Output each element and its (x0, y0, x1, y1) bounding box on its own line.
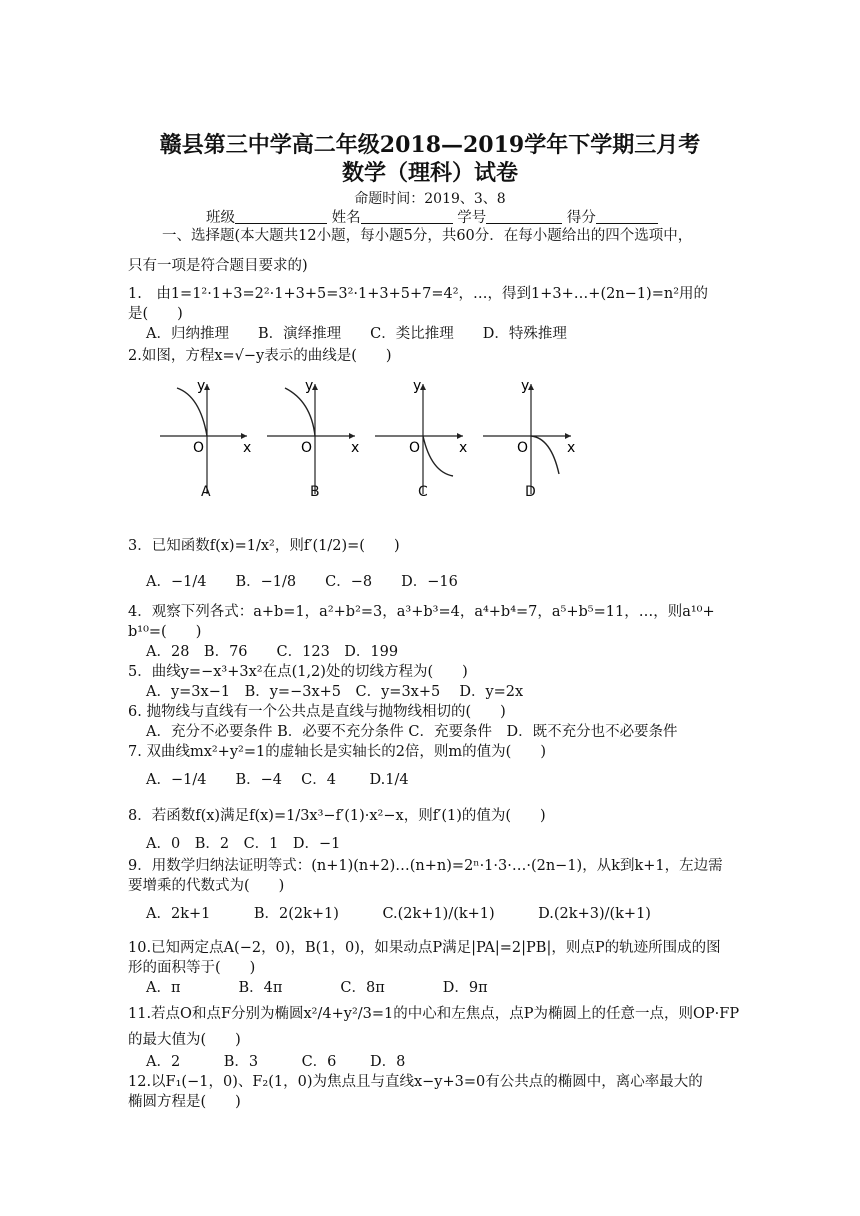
graph-b (267, 378, 359, 494)
score-blank[interactable] (596, 209, 658, 224)
q3-stem: 3．已知函数f(x)=1/x²，则f′(1/2)=( ) (128, 538, 400, 554)
graph-a-x-label: x (243, 440, 252, 456)
q4-line1: 4．观察下列各式：a+b=1，a²+b²=3，a³+b³=4，a⁴+b⁴=7，a⁵+b⁵=11，…，则a¹⁰+ (128, 604, 715, 620)
q12-line2: 椭圆方程是( ) (128, 1094, 241, 1110)
number-label: 学号 (457, 210, 487, 226)
q5-stem: 5．曲线y=−x³+3x²在点(1,2)处的切线方程为( ) (128, 664, 468, 680)
q1-line1: 1. 由1=1²·1+3=2²·1+3+5=3²·1+3+5+7=4²，…，得到1+3+…+(2n−1)=n²用的 (128, 286, 709, 302)
graph-c-label: C (418, 484, 428, 500)
q6-stem: 6. 抛物线与直线有一个公共点是直线与抛物线相切的( ) (128, 704, 506, 720)
graph-d-origin: O (517, 440, 529, 456)
q1-options: A．归纳推理 B．演绎推理 C．类比推理 D．特殊推理 (146, 326, 567, 342)
q10-options: A．π B．4π C．8π D．9π (146, 980, 488, 996)
q9-line1: 9．用数学归纳法证明等式：(n+1)(n+2)…(n+n)=2ⁿ·1·3·…·(2n−1)，从k到k+1，左边需 (128, 858, 723, 874)
student-info-fields (206, 206, 658, 227)
exam-date: 命题时间：2019、3、8 (354, 191, 506, 207)
q7-options: A．−1/4 B．−4 C．4 D.1/4 (146, 772, 409, 788)
q11-options: A．2 B．3 C．6 D．8 (146, 1054, 406, 1070)
graph-c-origin: O (409, 440, 421, 456)
q7-stem: 7. 双曲线mx²+y²=1的虚轴长是实轴长的2倍，则m的值为( ) (128, 744, 546, 760)
q4-options: A．28 B．76 C．123 D．199 (146, 644, 399, 660)
q5-options: A．y=3x−1 B．y=−3x+5 C．y=3x+5 D．y=2x (146, 684, 524, 700)
q1-line2: 是( ) (128, 306, 183, 322)
exam-subtitle: 数学（理科）试卷 (341, 160, 518, 186)
graph-b-y-label: y (305, 378, 314, 394)
graph-a (160, 378, 251, 494)
q3-options: A．−1/4 B．−1/8 C．−8 D．−16 (146, 574, 458, 590)
class-blank[interactable] (235, 209, 327, 224)
graph-c (375, 378, 467, 494)
q9-options: A．2k+1 B．2(2k+1) C.(2k+1)/(k+1) D.(2k+3)/(k+1) (146, 906, 651, 922)
graph-d (483, 378, 575, 494)
name-blank[interactable] (361, 209, 453, 224)
class-label: 班级 (206, 210, 235, 226)
q10-line1: 10.已知两定点A(−2，0)，B(1，0)，如果动点P满足|PA|=2|PB|，则点P的轨迹所围成的图 (128, 940, 721, 956)
q11-line2: 的最大值为( ) (128, 1032, 241, 1048)
graph-c-x-label: x (459, 440, 468, 456)
number-blank[interactable] (486, 209, 562, 224)
q12-line1: 12.以F₁(−1，0)、F₂(1，0)为焦点且与直线x−y+3=0有公共点的椭圆中，离心率最大的 (128, 1074, 703, 1090)
name-label: 姓名 (331, 210, 361, 226)
q8-stem: 8．若函数f(x)满足f(x)=1/3x³−f′(1)·x²−x，则f′(1)的值为( ) (128, 808, 546, 824)
section-intro-1: 一、选择题(本大题共12小题，每小题5分，共60分．在每小题给出的四个选项中， (162, 228, 693, 244)
graph-d-y-label: y (521, 378, 530, 394)
graph-a-label: A (201, 484, 211, 500)
score-label: 得分 (566, 210, 596, 226)
section-intro-2: 只有一项是符合题目要求的) (128, 258, 308, 274)
graph-b-x-label: x (351, 440, 360, 456)
graph-b-label: B (310, 484, 320, 500)
q6-options: A．充分不必要条件 B．必要不充分条件 C．充要条件 D．既不充分也不必要条件 (146, 724, 678, 740)
graph-d-label: D (525, 484, 536, 500)
graph-b-origin: O (301, 440, 313, 456)
q10-line2: 形的面积等于( ) (128, 960, 256, 976)
graph-a-y-label: y (197, 378, 206, 394)
q2-stem: 2.如图，方程x=√−y表示的曲线是( ) (128, 348, 392, 364)
graph-d-x-label: x (567, 440, 576, 456)
exam-title: 赣县第三中学高二年级2018—2019学年下学期三月考 (159, 132, 701, 158)
graph-c-y-label: y (413, 378, 422, 394)
graph-a-origin: O (193, 440, 205, 456)
q8-options: A．0 B．2 C．1 D．−1 (146, 836, 341, 852)
q9-line2: 要增乘的代数式为( ) (128, 878, 285, 894)
q11-line1: 11.若点O和点F分别为椭圆x²/4+y²/3=1的中心和左焦点，点P为椭圆上的任意一点，则OP·FP (128, 1006, 740, 1022)
q4-line2: b¹⁰=( ) (128, 624, 202, 640)
